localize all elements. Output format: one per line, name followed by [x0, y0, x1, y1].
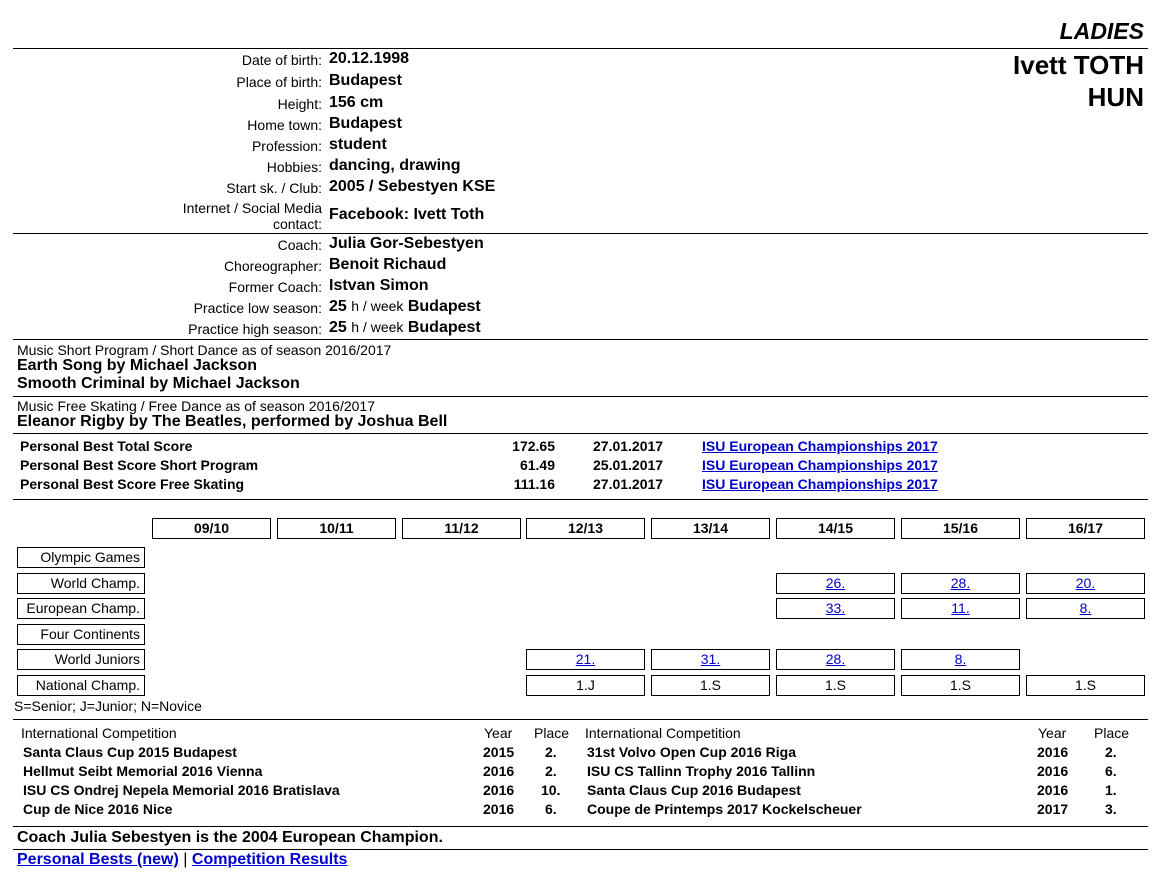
competition-year: 2016 — [1037, 763, 1069, 779]
practice-value — [329, 319, 481, 337]
music-short-line: Earth Song by Michael Jackson — [17, 357, 258, 374]
skater-country: HUN — [1087, 82, 1144, 112]
year-heading: Year — [484, 725, 513, 741]
practice-hours: 25 — [329, 298, 347, 315]
competition-year: 2016 — [483, 782, 515, 798]
footer-separator: | — [183, 851, 188, 868]
competition-place: 10. — [541, 782, 561, 798]
competition-place: 2. — [545, 744, 557, 760]
practice-hours: 25 — [329, 319, 347, 336]
result-cell: 1.S — [1026, 675, 1145, 696]
competition-year: 2016 — [1037, 744, 1069, 760]
pb-event-link[interactable]: ISU European Championships 2017 — [702, 438, 938, 454]
former-coach-label: Former Coach: — [228, 279, 322, 295]
competition-year: 2015 — [483, 744, 515, 760]
pb-score: 111.16 — [513, 476, 555, 492]
championship-label: National Champ. — [17, 675, 145, 696]
competition-name: Hellmut Seibt Memorial 2016 Vienna — [23, 763, 263, 779]
result-link[interactable]: 11. — [901, 598, 1020, 619]
bio-value: 156 cm — [329, 94, 384, 111]
result-link[interactable]: 8. — [1026, 598, 1145, 619]
competition-name: Santa Claus Cup 2015 Budapest — [23, 744, 237, 760]
practice-place: Budapest — [407, 319, 481, 336]
intl-heading: International Competition — [21, 725, 177, 741]
music-free-line: Eleanor Rigby by The Beatles, performed by Joshua Bell — [17, 413, 448, 430]
bio-label: Hobbies: — [266, 159, 322, 175]
coach-label: Coach: — [277, 237, 322, 253]
coach-value: Julia Gor-Sebestyen — [329, 235, 484, 252]
pb-label: Personal Best Score Free Skating — [20, 476, 245, 492]
competition-place: 3. — [1105, 801, 1117, 817]
result-link[interactable]: 28. — [776, 649, 895, 670]
bio-label: Date of birth: — [241, 52, 322, 68]
place-heading: Place — [534, 725, 570, 741]
result-link[interactable]: 21. — [526, 649, 645, 670]
championship-label: World Champ. — [17, 573, 145, 594]
pb-label: Personal Best Total Score — [20, 438, 193, 454]
coach-note: Coach Julia Sebestyen is the 2004 European Champion. — [17, 829, 443, 846]
bio-label: Start sk. / Club: — [226, 180, 322, 196]
level-legend: S=Senior; J=Junior; N=Novice — [14, 698, 202, 714]
competition-year: 2016 — [1037, 782, 1069, 798]
divider — [13, 499, 1148, 500]
divider — [13, 719, 1148, 720]
bio-value: student — [329, 136, 387, 153]
season-header: 16/17 — [1026, 518, 1145, 539]
music-short-heading: Music Short Program / Short Dance as of season 2016/2017 — [17, 342, 392, 358]
result-cell: 1.J — [526, 675, 645, 696]
pb-event-link[interactable]: ISU European Championships 2017 — [702, 457, 938, 473]
competition-place: 2. — [545, 763, 557, 779]
practice-label: Practice high season: — [188, 321, 322, 337]
competition-name: Cup de Nice 2016 Nice — [23, 801, 173, 817]
practice-unit: h / week — [351, 319, 404, 335]
former-coach-value: Istvan Simon — [329, 277, 429, 294]
category-label: LADIES — [1059, 18, 1144, 44]
bio-label: Profession: — [251, 138, 322, 154]
championship-label: World Juniors — [17, 649, 145, 670]
result-cell: 1.S — [776, 675, 895, 696]
pb-score: 61.49 — [519, 457, 555, 473]
result-link[interactable]: 31. — [651, 649, 770, 670]
competition-name: ISU CS Tallinn Trophy 2016 Tallinn — [587, 763, 816, 779]
divider — [13, 339, 1148, 340]
result-link[interactable]: 33. — [776, 598, 895, 619]
practice-unit: h / week — [351, 298, 404, 314]
competition-year: 2017 — [1037, 801, 1069, 817]
music-short-line: Smooth Criminal by Michael Jackson — [17, 375, 300, 392]
bio-label: Height: — [277, 96, 322, 112]
competition-place: 2. — [1105, 744, 1117, 760]
pb-date: 25.01.2017 — [593, 457, 664, 473]
pb-date: 27.01.2017 — [593, 476, 664, 492]
pb-label: Personal Best Score Short Program — [20, 457, 259, 473]
bio-label: Internet / Social Media — [182, 200, 322, 216]
year-heading: Year — [1038, 725, 1067, 741]
competition-year: 2016 — [483, 801, 515, 817]
divider — [13, 233, 1148, 234]
season-header: 14/15 — [776, 518, 895, 539]
bio-value: Facebook: Ivett Toth — [329, 206, 485, 223]
divider — [13, 48, 1148, 49]
bio-value: Budapest — [329, 72, 402, 89]
season-header: 09/10 — [152, 518, 271, 539]
divider — [13, 826, 1148, 827]
bio-label: contact: — [272, 216, 322, 232]
competition-results-link[interactable]: Competition Results — [191, 851, 348, 868]
practice-value — [329, 298, 481, 316]
place-heading: Place — [1094, 725, 1130, 741]
competition-name: Coupe de Printemps 2017 Kockelscheuer — [587, 801, 862, 817]
bio-value: 2005 / Sebestyen KSE — [329, 178, 496, 195]
competition-place: 6. — [1105, 763, 1117, 779]
pb-event-link[interactable]: ISU European Championships 2017 — [702, 476, 938, 492]
divider — [13, 396, 1148, 397]
intl-heading: International Competition — [585, 725, 741, 741]
divider — [13, 433, 1148, 434]
result-link[interactable]: 8. — [901, 649, 1020, 670]
choreographer-label: Choreographer: — [223, 258, 322, 274]
pb-score: 172.65 — [512, 438, 555, 454]
bio-value: Budapest — [329, 115, 402, 132]
season-header: 15/16 — [901, 518, 1020, 539]
championship-label: Olympic Games — [17, 547, 145, 568]
result-cell: 1.S — [651, 675, 770, 696]
result-link[interactable]: 28. — [901, 573, 1020, 594]
practice-label: Practice low season: — [193, 300, 322, 316]
season-header: 11/12 — [402, 518, 521, 539]
competition-place: 6. — [545, 801, 557, 817]
season-header: 10/11 — [277, 518, 396, 539]
bio-value: 20.12.1998 — [329, 50, 410, 67]
result-cell: 1.S — [901, 675, 1020, 696]
competition-name: 31st Volvo Open Cup 2016 Riga — [587, 744, 797, 760]
pb-date: 27.01.2017 — [593, 438, 664, 454]
footer-links — [17, 851, 347, 869]
championship-label: Four Continents — [17, 624, 145, 645]
choreographer-value: Benoit Richaud — [329, 256, 447, 273]
bio-label: Place of birth: — [236, 74, 322, 90]
season-header: 12/13 — [526, 518, 645, 539]
practice-place: Budapest — [407, 298, 481, 315]
competition-name: Santa Claus Cup 2016 Budapest — [587, 782, 801, 798]
personal-bests-link[interactable]: Personal Bests (new) — [17, 851, 179, 868]
season-header: 13/14 — [651, 518, 770, 539]
bio-value: dancing, drawing — [329, 157, 461, 174]
skater-name: Ivett TOTH — [1013, 50, 1144, 80]
music-free-heading: Music Free Skating / Free Dance as of season 2016/2017 — [17, 398, 375, 414]
result-link[interactable]: 20. — [1026, 573, 1145, 594]
divider — [13, 849, 1148, 850]
bio-label: Home town: — [247, 117, 322, 133]
competition-year: 2016 — [483, 763, 515, 779]
competition-place: 1. — [1105, 782, 1117, 798]
championship-label: European Champ. — [17, 598, 145, 619]
competition-name: ISU CS Ondrej Nepela Memorial 2016 Bratislava — [23, 782, 340, 798]
result-link[interactable]: 26. — [776, 573, 895, 594]
